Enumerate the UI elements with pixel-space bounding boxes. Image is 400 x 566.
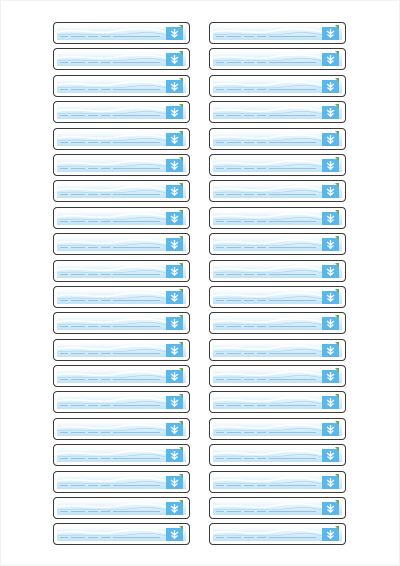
small-print-line [60,325,160,328]
address-label [53,260,190,282]
small-print-line [60,61,160,64]
small-print-line [216,352,316,355]
tree-logo-icon [321,368,340,384]
tree-logo-icon [321,157,340,173]
tree-logo-icon [165,104,184,120]
tree-logo-icon [165,157,184,173]
tree-logo-icon [165,368,184,384]
address-label [209,233,346,255]
small-print-line [216,61,316,64]
small-print-line [60,167,160,170]
small-print-line [216,536,316,539]
address-label [53,444,190,466]
small-print-line [216,378,316,381]
address-label [209,22,346,44]
address-label [53,207,190,229]
address-label [53,101,190,123]
tree-logo-icon [165,210,184,226]
address-label [209,339,346,361]
address-label [53,523,190,545]
small-print-line [60,484,160,487]
label-column-left [53,22,190,550]
small-print-line [60,273,160,276]
small-print-line [60,404,160,407]
small-print-line [60,352,160,355]
address-label [53,286,190,308]
tree-logo-icon [165,526,184,542]
tree-logo-icon [165,51,184,67]
tree-logo-icon [165,447,184,463]
tree-logo-icon [165,289,184,305]
address-label [53,128,190,150]
address-label [53,471,190,493]
tree-logo-icon [321,78,340,94]
tree-logo-icon [321,394,340,410]
address-label [209,75,346,97]
small-print-line [216,510,316,513]
address-label [53,75,190,97]
tree-logo-icon [165,131,184,147]
tree-logo-icon [321,315,340,331]
address-label [53,339,190,361]
address-label [53,497,190,519]
small-print-line [216,431,316,434]
small-print-line [60,220,160,223]
address-label [209,260,346,282]
small-print-line [216,299,316,302]
address-label [53,180,190,202]
small-print-line [216,193,316,196]
tree-logo-icon [321,421,340,437]
tree-logo-icon [321,236,340,252]
tree-logo-icon [321,51,340,67]
address-label [209,444,346,466]
small-print-line [60,193,160,196]
small-print-line [216,484,316,487]
small-print-line [216,325,316,328]
address-label [209,154,346,176]
small-print-line [60,114,160,117]
small-print-line [60,378,160,381]
tree-logo-icon [165,421,184,437]
tree-logo-icon [165,25,184,41]
small-print-line [216,404,316,407]
address-label [53,154,190,176]
small-print-line [216,246,316,249]
address-label [209,312,346,334]
tree-logo-icon [321,210,340,226]
label-column-right [209,22,346,550]
address-label [209,286,346,308]
tree-logo-icon [321,183,340,199]
tree-logo-icon [165,394,184,410]
small-print-line [216,35,316,38]
address-label [53,233,190,255]
tree-logo-icon [165,315,184,331]
small-print-line [216,457,316,460]
address-label [209,471,346,493]
small-print-line [60,536,160,539]
tree-logo-icon [321,25,340,41]
address-label [209,365,346,387]
tree-logo-icon [165,500,184,516]
tree-logo-icon [165,183,184,199]
address-label [53,48,190,70]
address-label [53,365,190,387]
tree-logo-icon [165,263,184,279]
small-print-line [60,88,160,91]
small-print-line [60,457,160,460]
address-label [209,418,346,440]
address-label [209,523,346,545]
small-print-line [60,246,160,249]
tree-logo-icon [321,474,340,490]
address-label [209,101,346,123]
small-print-line [60,35,160,38]
tree-logo-icon [165,236,184,252]
address-label [53,22,190,44]
small-print-line [60,299,160,302]
tree-logo-icon [321,342,340,358]
tree-logo-icon [321,131,340,147]
tree-logo-icon [321,289,340,305]
tree-logo-icon [165,78,184,94]
address-label [53,418,190,440]
small-print-line [216,167,316,170]
small-print-line [216,88,316,91]
address-label [209,391,346,413]
small-print-line [216,141,316,144]
address-label [209,497,346,519]
small-print-line [216,220,316,223]
small-print-line [60,510,160,513]
address-label [209,180,346,202]
tree-logo-icon [321,500,340,516]
address-label [209,48,346,70]
small-print-line [216,273,316,276]
tree-logo-icon [165,474,184,490]
tree-logo-icon [165,342,184,358]
small-print-line [60,141,160,144]
small-print-line [60,431,160,434]
tree-logo-icon [321,104,340,120]
small-print-line [216,114,316,117]
tree-logo-icon [321,447,340,463]
address-label [53,391,190,413]
address-label [209,128,346,150]
address-label [209,207,346,229]
address-label [53,312,190,334]
tree-logo-icon [321,263,340,279]
tree-logo-icon [321,526,340,542]
